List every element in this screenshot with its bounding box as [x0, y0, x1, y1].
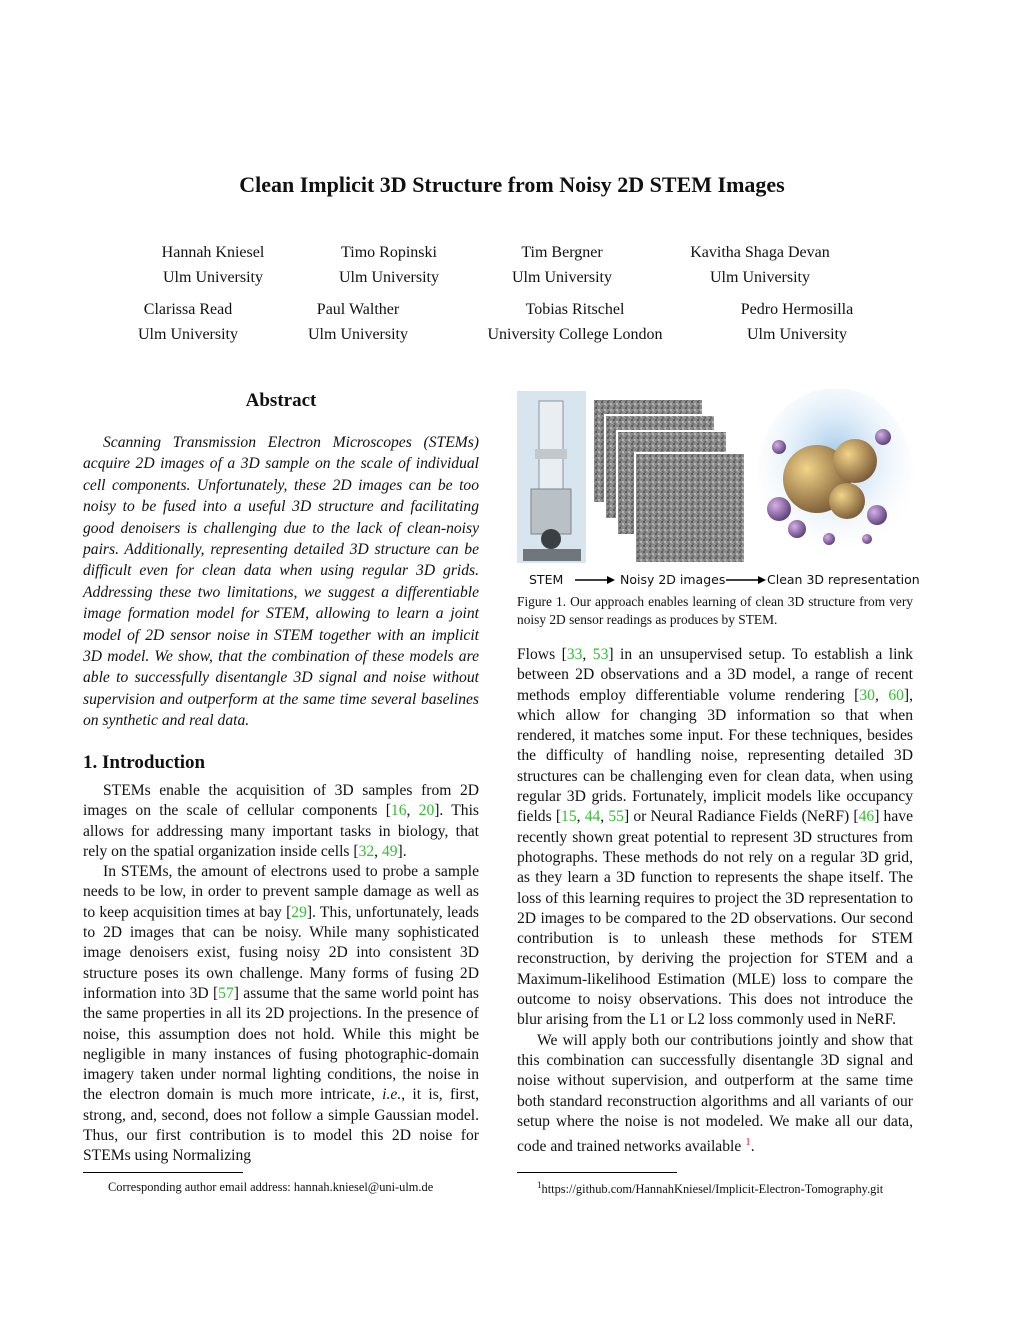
figure-label: STEM: [529, 572, 564, 587]
citation-link[interactable]: 16: [390, 802, 407, 820]
citation-link[interactable]: 30: [859, 686, 875, 704]
footnote-right: [537, 1180, 883, 1197]
author-block: [482, 240, 642, 290]
author-name: Tobias Ritschel: [525, 301, 625, 318]
author-block: [455, 297, 695, 347]
author-affiliation: University College London: [487, 326, 663, 343]
section-heading: 1. Introduction: [83, 752, 206, 773]
intro-paragraph: In STEMs, the amount of electrons used to probe a sample needs to be low, in order to prevent sample damage as well as to keep acquisition times at bay [29]. This, unfortunately, leads to 2D images that can be noisy. While many sophisticated image denoisers exist, fusing noisy 2D into consistent 3D structure poses its own challenge. Many forms of fusing 2D information into 3D [57] assume that the same world point has the same properties in all its 2D projections. In the presence of noise, this assumption does not hold. While this might be negligible in many instances of fusing photographic-domain imagery taken under normal lighting conditions, the noise in the electron domain is much more intricate, i.e., it is, first, strong, and, second, does not follow a simple Gaussian model. Thus, our first contribution is to model this 2D noise for STEMs using Normalizing: [83, 863, 479, 1165]
author-name: Paul Walther: [316, 301, 400, 318]
footnote-rule: [517, 1172, 677, 1173]
right-column-body: [517, 645, 913, 1158]
author-block: [108, 297, 268, 347]
citation-link[interactable]: 20: [418, 802, 435, 820]
arrow-right-icon: [726, 575, 766, 585]
author-name: Clarissa Read: [143, 301, 233, 318]
stem-microscope-image: [517, 391, 586, 563]
paper-title: Clean Implicit 3D Structure from Noisy 2D STEM Images: [239, 172, 785, 197]
footnote-rule: [83, 1172, 243, 1173]
citation-link[interactable]: 57: [218, 984, 234, 1002]
author-affiliation: Ulm University: [339, 269, 439, 286]
citation-link[interactable]: 29: [291, 903, 307, 921]
citation-link[interactable]: 15: [561, 808, 577, 826]
citation-link[interactable]: 55: [608, 808, 624, 826]
author-affiliation: Ulm University: [138, 326, 238, 343]
footnote-mark: 1: [537, 1180, 542, 1190]
citation-link[interactable]: 49: [381, 842, 398, 860]
intro-body: [83, 781, 479, 1167]
citation-link[interactable]: 44: [584, 808, 601, 826]
abstract-heading: Abstract: [245, 390, 317, 411]
author-affiliation: Ulm University: [512, 269, 612, 286]
footnote-ref-link[interactable]: 1: [745, 1136, 751, 1149]
body-paragraph: We will apply both our contributions jointly and show that this combination can successfully disentangle 3D signal and noise without supervision, and outperform at the same time both standard reconstruction algorithms and all variants of our setup where the noise is not modeled. We make all our data, code and trained networks available $^1$.: [517, 1031, 913, 1156]
citation-link[interactable]: 46: [858, 808, 875, 826]
footnote-left: Corresponding author email address: hannah.kniesel@uni-ulm.de: [108, 1180, 434, 1194]
citation-link[interactable]: 33: [566, 646, 583, 663]
figure-caption: Figure 1. Our approach enables learning of clean 3D structure from very noisy 2D sensor readings as produces by STEM.: [517, 594, 913, 627]
author-name: Tim Bergner: [521, 244, 603, 261]
author-block: [309, 240, 469, 290]
figure-label: Clean 3D representation: [767, 572, 920, 587]
citation-link[interactable]: 60: [888, 686, 904, 704]
arrow-right-icon: [575, 575, 615, 585]
author-affiliation: Ulm University: [710, 269, 810, 286]
citation-link[interactable]: 32: [358, 842, 375, 860]
citation-link[interactable]: 53: [592, 646, 609, 663]
footnote-url[interactable]: https://github.com/HannahKniesel/Implicit-Electron-Tomography.git: [541, 1182, 884, 1197]
author-affiliation: Ulm University: [308, 326, 408, 343]
author-affiliation: Ulm University: [747, 326, 847, 343]
intro-paragraph: STEMs enable the acquisition of 3D samples from 2D images on the scale of cellular components [16, 20]. This allows for addressing many important tasks in biology, that rely on the spatial organization inside cells [32, 49].: [83, 782, 480, 860]
figure-illustration: [517, 389, 913, 569]
clean-3d-representation-image: [757, 389, 913, 560]
author-name: Timo Ropinski: [341, 244, 437, 261]
author-block: [712, 297, 882, 347]
author-block: [655, 240, 865, 290]
author-name: Hannah Kniesel: [161, 244, 265, 261]
figure-label: Noisy 2D images: [620, 572, 726, 587]
noisy-images-stack: [593, 399, 745, 563]
author-block: [133, 240, 293, 290]
body-paragraph: Flows [33, 53] in an unsupervised setup. To establish a link between 2D observations and a 3D model, a range of recent methods employ differentiable volume rendering [30, 60], which allow for changing 3D information so that when rendered, it matches some input. For these techniques, besides the difficulty of handling noise, representing detailed 3D structures can be challenging even for clean data, when using regular 3D grids. Fortunately, implicit models like occupancy fields [15, 44, 55] or Neural Radiance Fields (NeRF) [46] have recently shown great potential to represent 3D structures from photographs. These methods do not rely on a regular 3D grid, as they learn a 3D function to represents the shape itself. The loss of this learning requires to project the 3D representation to 2D images to be compared to the 2D observations. Our second contribution is to unleash these methods for STEM reconstruction, by deriving the projection for STEM and a Maximum-likelihood Estimation (MLE) loss to compare the outcome to noisy observations. This does not introduce the blur arising from the L1 or L2 loss commonly used in NeRF.: [517, 646, 914, 1029]
author-name: Pedro Hermosilla: [740, 301, 854, 318]
author-name: Kavitha Shaga Devan: [690, 244, 830, 261]
figure-1: [517, 389, 913, 589]
author-block: [278, 297, 438, 347]
abstract-text: Scanning Transmission Electron Microscopes (STEMs) acquire 2D images of a 3D sample on the scale of individual cell components. Unfortunately, these 2D images can be too noisy to be fused into a useful 3D structure and facilitating good denoisers is challenging due to the lack of clean-noisy pairs. Additionally, representing detailed 3D structure can be difficult even for clean data when using regular 3D grids. Addressing these two limitations, we suggest a differentiable image formation model for STEM, allowing to learn a joint model of 2D sensor noise in STEM together with an implicit 3D model. We show, that the combination of these models are able to successfully disentangle 3D signal and noise without supervision and outperform at the same time several baselines on synthetic and real data.: [83, 434, 479, 730]
author-affiliation: Ulm University: [163, 269, 263, 286]
